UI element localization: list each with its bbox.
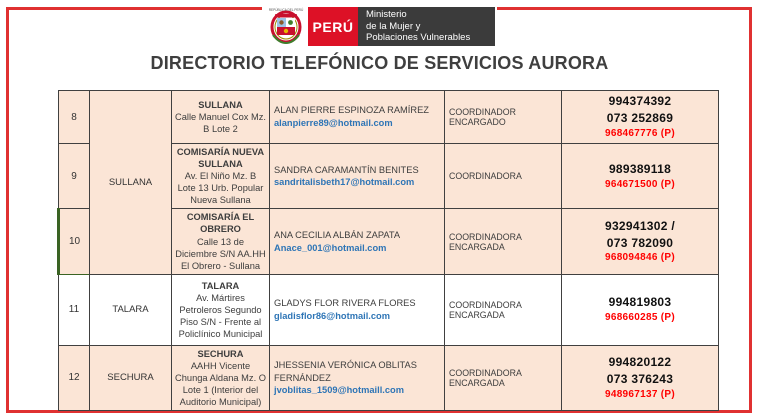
role-cell: COORDINADORA ENCARGADA [445, 345, 562, 410]
row-number-selected-cell[interactable]: 10 [59, 209, 90, 274]
contact-email-link[interactable]: sandritalisbeth17@hotmail.com [274, 177, 415, 188]
svg-text:REPÚBLICA DEL PERÚ: REPÚBLICA DEL PERÚ [268, 7, 304, 12]
location-name: COMISARÍA NUEVA SULLANA [176, 147, 265, 170]
ministry-line: Poblaciones Vulnerables [366, 32, 471, 44]
location-address: Calle 13 de Diciembre S/N AA.HH El Obrero - Sullana [175, 236, 266, 271]
phone-number: 989389118 [608, 161, 672, 176]
row-number: 8 [59, 91, 90, 144]
location-name: SECHURA [197, 348, 244, 359]
page-title: DIRECTORIO TELEFÓNICO DE SERVICIOS AURORA [150, 53, 609, 73]
phone-number-personal: 968660285 (P) [604, 312, 676, 324]
location-cell [172, 345, 270, 410]
role-cell: COORDINADORA ENCARGADA [445, 209, 562, 274]
location-name: TALARA [201, 280, 240, 291]
contact-cell [270, 144, 445, 209]
peru-coat-of-arms-icon [264, 3, 308, 46]
role-cell: COORDINADOR ENCARGADO [445, 91, 562, 144]
ministry-name-box [358, 7, 495, 46]
location-cell [172, 209, 270, 274]
contact-email-link[interactable]: alanpierre89@hotmail.com [274, 118, 393, 128]
ministry-logo-block [262, 3, 497, 46]
contact-email-link[interactable]: jvoblitas_1509@hotmaill.com [274, 385, 404, 396]
phone-number: 073 782090 [606, 235, 674, 250]
phone-number: 994374392 [608, 94, 672, 109]
contact-email-link[interactable]: gladisflor86@hotmail.com [274, 310, 391, 321]
row-number: 12 [59, 345, 90, 410]
table-row [59, 91, 719, 144]
location-address: Av. Mártires Petroleros Segundo Piso S/N - Frente al Policlínico Municipal [178, 292, 263, 339]
contact-cell [270, 274, 445, 345]
ministry-line: de la Mujer y [366, 20, 421, 32]
contact-name: ANA CECILIA ALBÁN ZAPATA [274, 230, 401, 241]
phones-cell [562, 144, 719, 209]
phones-cell [562, 209, 719, 274]
contact-name: SANDRA CARAMANTÍN BENITES [274, 164, 419, 175]
table-row [59, 345, 719, 410]
location-name: COMISARÍA EL OBRERO [186, 212, 255, 235]
row-number: 11 [59, 274, 90, 345]
contact-cell [270, 91, 445, 144]
phone-number: 994819803 [608, 295, 672, 310]
province-cell: TALARA [90, 274, 172, 345]
contact-name: ALAN PIERRE ESPINOZA RAMÍREZ [274, 105, 429, 116]
phone-number: 073 376243 [606, 371, 674, 386]
location-cell [172, 91, 270, 144]
peru-label: PERÚ [312, 18, 354, 35]
location-name: SULLANA [198, 99, 243, 110]
phones-cell [562, 345, 719, 410]
phone-number: 932941302 / [604, 218, 676, 233]
table-row [59, 274, 719, 345]
peru-wordmark [308, 7, 358, 46]
province-cell: SECHURA [90, 345, 172, 410]
phones-cell [562, 274, 719, 345]
phone-number-personal: 964671500 (P) [604, 178, 676, 190]
location-address: AAHH Vicente Chunga Aldana Mz. O Lote 1 (Interior del Auditorio Municipal) [175, 360, 266, 408]
phones-cell [562, 91, 719, 144]
phone-number-personal: 948967137 (P) [604, 388, 676, 400]
phone-number-personal: 968467776 (P) [604, 127, 676, 139]
province-cell: SULLANA [90, 91, 172, 275]
location-cell [172, 144, 270, 209]
row-number: 9 [59, 144, 90, 209]
phone-number: 073 252869 [606, 111, 674, 125]
contact-name: GLADYS FLOR RIVERA FLORES [274, 298, 416, 309]
directory-table [57, 90, 719, 411]
location-address: Av. El Niño Mz. B Lote 13 Urb. Popular Nueva Sullana [177, 171, 264, 206]
role-cell: COORDINADORA ENCARGADA [445, 274, 562, 345]
location-address: Calle Manuel Cox Mz. B Lote 2 [175, 111, 266, 135]
contact-cell [270, 345, 445, 410]
role-cell: COORDINADORA [445, 144, 562, 209]
phone-number-personal: 968094846 (P) [604, 252, 676, 264]
contact-cell [270, 209, 445, 274]
location-cell [172, 274, 270, 345]
phone-number: 994820122 [608, 355, 672, 370]
contact-email-link[interactable]: Anace_001@hotmail.com [274, 242, 387, 253]
ministry-line: Ministerio [366, 9, 407, 21]
contact-name: JHESSENIA VERÓNICA OBLITAS FERNÁNDEZ [274, 360, 417, 383]
